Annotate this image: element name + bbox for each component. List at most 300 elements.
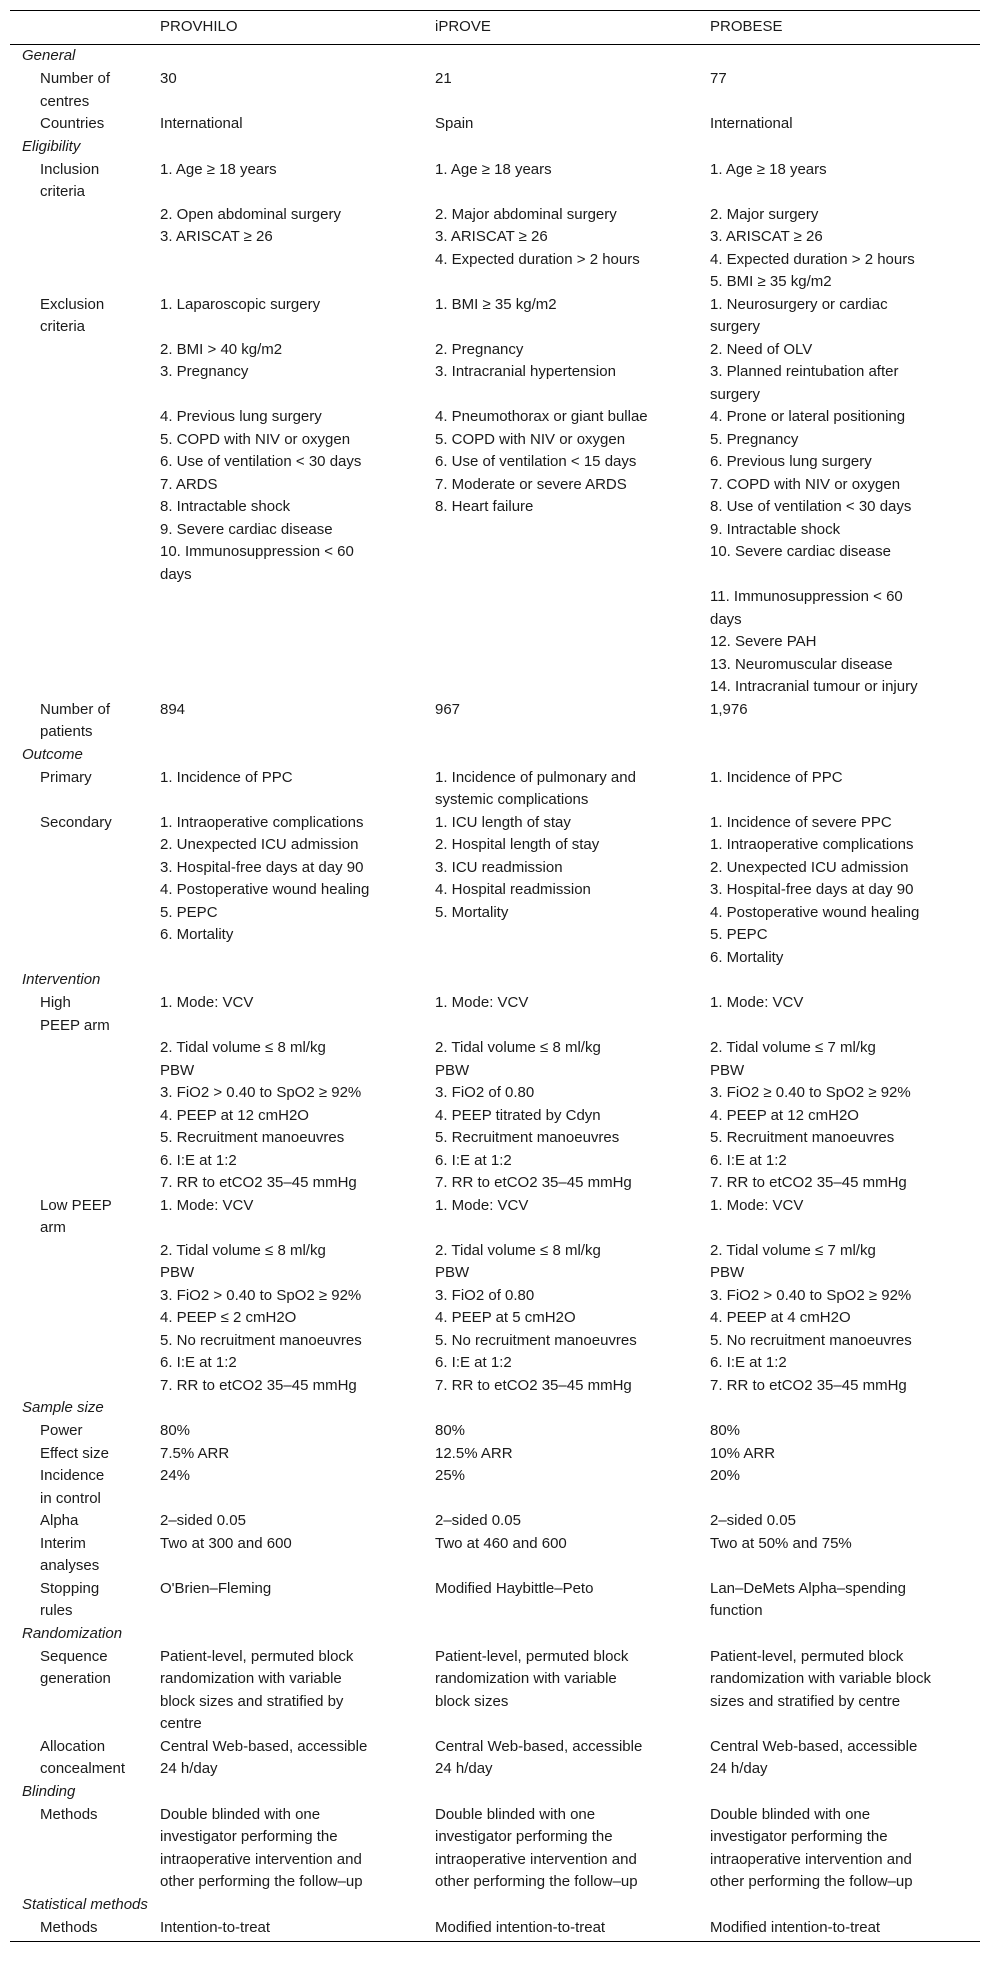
cell-line [160, 316, 400, 339]
cell-line: 6. Mortality [160, 926, 234, 943]
cell-provhilo [160, 1804, 400, 1894]
cell-line: High [40, 994, 71, 1011]
cell-line: Modified intention-to-treat [710, 1918, 881, 1936]
cell-line: other performing the follow–up [710, 1873, 913, 1890]
cell-line: Sequence [40, 1647, 108, 1665]
cell-iprove [435, 1533, 675, 1556]
row-statistical-methods [10, 1917, 980, 1940]
cell-line: Low PEEP [40, 1196, 112, 1214]
cell-provhilo [160, 1578, 400, 1601]
cell-line: systemic complications [435, 791, 589, 808]
cell-line: 967 [435, 700, 461, 718]
row-label [40, 1443, 145, 1466]
cell-line: 6. Mortality [710, 948, 784, 966]
cell-line: centre [160, 1715, 202, 1732]
cell-line: investigator performing the [435, 1828, 613, 1845]
cell-line: Effect size [40, 1444, 109, 1462]
cell-provhilo [160, 1420, 400, 1443]
cell-line [710, 1015, 950, 1038]
cell-iprove [435, 1195, 675, 1398]
row-label [40, 1917, 145, 1940]
cell-line: Methods [40, 1918, 98, 1936]
cell-probese [710, 1510, 950, 1533]
section-sample-size: Sample size [22, 1399, 104, 1416]
cell-line: 1. Intraoperative complications [710, 836, 914, 853]
cell-line: 3. Pregnancy [160, 363, 249, 380]
cell-line: 2. Tidal volume ≤ 7 ml/kg [710, 1039, 876, 1056]
cell-probese [710, 1195, 950, 1398]
cell-line: intraoperative intervention and [435, 1850, 637, 1868]
cell-line: in control [40, 1489, 101, 1507]
cell-iprove [435, 68, 675, 91]
cell-line: Number of [40, 70, 111, 87]
row-primary-outcome [10, 767, 980, 812]
cell-line: 1. Incidence of PPC [710, 768, 843, 786]
row-stopping-rules [10, 1578, 980, 1623]
row-power [10, 1420, 980, 1443]
cell-line: 1. Age ≥ 18 years [435, 160, 552, 178]
cell-line: 3. ICU readmission [435, 858, 563, 876]
cell-iprove [435, 812, 675, 925]
cell-line: 4. Postoperative wound healing [160, 881, 370, 898]
cell-line: Lan–DeMets Alpha–spending [710, 1579, 906, 1597]
row-blinding-methods [10, 1804, 980, 1894]
cell-line: 2. BMI > 40 kg/m2 [160, 340, 283, 358]
cell-line: Interim [40, 1534, 86, 1552]
cell-line: Central Web-based, accessible [160, 1737, 368, 1755]
cell-line: Patient-level, permuted block [435, 1647, 629, 1665]
cell-line: 1. Intraoperative complications [160, 813, 364, 831]
cell-probese [710, 1420, 950, 1443]
cell-line: 25% [435, 1467, 466, 1484]
cell-line: 4. Pneumothorax or giant bullae [435, 408, 648, 425]
cell-probese [710, 1804, 950, 1894]
cell-line: 1. Mode: VCV [435, 1196, 529, 1214]
row-label [40, 1736, 145, 1781]
cell-line: arm [40, 1219, 66, 1236]
cell-line: 3. FiO2 > 0.40 to SpO2 ≥ 92% [160, 1084, 362, 1101]
cell-line: centres [40, 92, 90, 110]
cell-probese [710, 767, 950, 790]
cell-line: 2. Tidal volume ≤ 8 ml/kg [160, 1241, 326, 1259]
cell-line: 2. Need of OLV [710, 340, 813, 358]
row-label [40, 1804, 145, 1827]
cell-line: 5. PEPC [160, 903, 218, 921]
cell-line: Spain [435, 115, 474, 132]
cell-line: 1. Mode: VCV [160, 1196, 254, 1214]
cell-line: Modified Haybittle–Peto [435, 1579, 594, 1597]
cell-line: 9. Severe cardiac disease [160, 520, 333, 538]
cell-iprove [435, 159, 675, 272]
cell-line: 5. BMI ≥ 35 kg/m2 [710, 273, 832, 290]
cell-line: 2. Open abdominal surgery [160, 205, 341, 223]
cell-line: intraoperative intervention and [710, 1850, 912, 1868]
cell-line: 10% ARR [710, 1444, 776, 1462]
cell-line: International [710, 115, 793, 132]
cell-line: 1. Mode: VCV [710, 994, 804, 1011]
cell-line: 2. Major abdominal surgery [435, 205, 617, 223]
cell-line: block sizes [435, 1692, 509, 1710]
cell-probese [710, 699, 950, 722]
cell-line: 4. Expected duration > 2 hours [435, 250, 640, 268]
cell-probese [710, 1736, 950, 1781]
cell-line: Allocation [40, 1737, 106, 1755]
cell-line: 6. I:E at 1:2 [710, 1354, 787, 1371]
cell-provhilo [160, 1917, 400, 1940]
cell-line: 5. Pregnancy [710, 430, 799, 448]
row-label [40, 1465, 145, 1510]
cell-line: 4. PEEP at 12 cmH2O [710, 1106, 859, 1124]
cell-line: 3. ARISCAT ≥ 26 [710, 228, 823, 245]
cell-line: 1. Incidence of PPC [160, 768, 293, 786]
row-label [40, 812, 145, 835]
header-iprove: iPROVE [435, 18, 491, 35]
cell-line: 7. RR to etCO2 35–45 mmHg [160, 1376, 357, 1394]
header-provhilo: PROVHILO [160, 18, 238, 35]
cell-iprove [435, 1804, 675, 1894]
cell-line: days [710, 610, 742, 628]
table-bottom-rule [10, 1941, 980, 1942]
row-low-peep-arm [10, 1195, 980, 1398]
cell-line: Secondary [40, 813, 112, 831]
comparison-table [10, 10, 980, 1942]
cell-probese [710, 294, 950, 699]
row-label [40, 992, 145, 1037]
cell-line: 4. Postoperative wound healing [710, 903, 920, 921]
cell-line: PEEP arm [40, 1016, 110, 1034]
cell-line [710, 1217, 950, 1240]
row-label [40, 294, 145, 339]
cell-provhilo [160, 1533, 400, 1556]
cell-line: Patient-level, permuted block [710, 1647, 904, 1665]
cell-line: randomization with variable [435, 1670, 617, 1687]
cell-line: function [710, 1602, 763, 1619]
cell-line: 1. BMI ≥ 35 kg/m2 [435, 295, 557, 313]
cell-line: 24 h/day [710, 1760, 768, 1777]
cell-line: 9. Intractable shock [710, 520, 841, 538]
cell-iprove [435, 767, 675, 812]
cell-line: Patient-level, permuted block [160, 1647, 354, 1665]
cell-probese [710, 992, 950, 1195]
row-label [40, 68, 145, 113]
cell-line: Modified intention-to-treat [435, 1918, 606, 1936]
cell-line [435, 316, 675, 339]
cell-line: 7. RR to etCO2 35–45 mmHg [710, 1376, 907, 1394]
row-high-peep-arm [10, 992, 980, 1195]
cell-iprove [435, 1443, 675, 1466]
cell-provhilo [160, 1646, 400, 1736]
cell-line: 4. Hospital readmission [435, 881, 591, 898]
cell-line: surgery [710, 318, 761, 335]
cell-line: 4. PEEP ≤ 2 cmH2O [160, 1309, 297, 1326]
cell-line: 24 h/day [435, 1760, 493, 1777]
cell-line: 7. ARDS [160, 475, 218, 493]
section-eligibility: Eligibility [22, 137, 81, 155]
cell-line: PBW [435, 1061, 470, 1079]
cell-line [160, 1015, 400, 1038]
row-label [40, 1646, 145, 1691]
cell-line: randomization with variable [160, 1670, 342, 1687]
cell-line: Countries [40, 115, 105, 132]
cell-line: PBW [160, 1061, 195, 1079]
cell-line: Inclusion [40, 160, 100, 178]
cell-probese [710, 159, 950, 294]
cell-line: analyses [40, 1557, 100, 1574]
cell-line: 3. FiO2 of 0.80 [435, 1084, 535, 1101]
cell-line: 30 [160, 70, 177, 87]
cell-line: 4. PEEP at 4 cmH2O [710, 1309, 851, 1326]
cell-line: Stopping [40, 1579, 100, 1597]
cell-provhilo [160, 767, 400, 790]
cell-line: 5. Recruitment manoeuvres [160, 1129, 345, 1146]
cell-line: 8. Use of ventilation < 30 days [710, 498, 912, 515]
row-label [40, 1420, 145, 1443]
cell-line: 2. Tidal volume ≤ 8 ml/kg [435, 1039, 601, 1056]
cell-probese [710, 1465, 950, 1488]
cell-line: Methods [40, 1805, 98, 1823]
row-label [40, 1510, 145, 1533]
cell-line: PBW [710, 1264, 745, 1281]
cell-line: Power [40, 1422, 83, 1439]
cell-line: 7. RR to etCO2 35–45 mmHg [710, 1174, 907, 1191]
cell-line [160, 384, 400, 407]
cell-line: 12. Severe PAH [710, 633, 817, 650]
cell-line: 1. Age ≥ 18 years [160, 160, 277, 178]
cell-line: criteria [40, 183, 86, 200]
row-allocation-concealment [10, 1736, 980, 1781]
cell-line: 1. Incidence of severe PPC [710, 813, 892, 831]
cell-probese [710, 1533, 950, 1556]
cell-probese [710, 1917, 950, 1940]
cell-provhilo [160, 68, 400, 91]
cell-line: 24% [160, 1467, 191, 1484]
cell-line: other performing the follow–up [160, 1873, 363, 1890]
cell-line [160, 181, 400, 204]
cell-line: 6. I:E at 1:2 [435, 1151, 512, 1169]
cell-line: 11. Immunosuppression < 60 [710, 588, 903, 605]
cell-line: 2. Tidal volume ≤ 8 ml/kg [435, 1241, 601, 1259]
cell-line: 12.5% ARR [435, 1444, 513, 1462]
cell-line: 7. Moderate or severe ARDS [435, 475, 627, 493]
cell-line: 2. Tidal volume ≤ 7 ml/kg [710, 1241, 876, 1259]
cell-line: 80% [710, 1422, 741, 1439]
cell-line: 5. No recruitment manoeuvres [435, 1331, 637, 1349]
cell-line [435, 384, 675, 407]
cell-line: 5. Recruitment manoeuvres [435, 1129, 620, 1146]
cell-line: 5. PEPC [710, 926, 768, 943]
cell-line: 2. Pregnancy [435, 340, 524, 358]
cell-iprove [435, 1465, 675, 1488]
cell-line: 6. I:E at 1:2 [160, 1354, 237, 1371]
cell-provhilo [160, 1465, 400, 1488]
cell-line: 7. COPD with NIV or oxygen [710, 475, 901, 493]
cell-line: 1. Mode: VCV [160, 994, 254, 1011]
cell-line: 1. Incidence of pulmonary and [435, 768, 636, 786]
cell-iprove [435, 992, 675, 1195]
cell-iprove [435, 113, 675, 136]
cell-iprove [435, 1578, 675, 1601]
cell-provhilo [160, 1443, 400, 1466]
cell-line: 1. Neurosurgery or cardiac [710, 295, 888, 313]
cell-line: 4. PEEP titrated by Cdyn [435, 1106, 601, 1124]
table-header [10, 10, 980, 45]
row-label [40, 1533, 145, 1578]
cell-line: 3. Planned reintubation after [710, 363, 899, 380]
cell-line: Double blinded with one [710, 1805, 871, 1823]
cell-line: 4. Expected duration > 2 hours [710, 250, 915, 268]
row-sequence-generation [10, 1646, 980, 1736]
cell-line: 21 [435, 70, 452, 87]
cell-iprove [435, 1510, 675, 1533]
cell-iprove [435, 1736, 675, 1781]
cell-line: 3. FiO2 of 0.80 [435, 1286, 535, 1304]
row-exclusion-criteria [10, 294, 980, 699]
cell-line: Central Web-based, accessible [435, 1737, 643, 1755]
cell-line: O'Brien–Fleming [160, 1579, 272, 1597]
cell-line: 13. Neuromuscular disease [710, 655, 893, 673]
cell-line: 2. Hospital length of stay [435, 836, 600, 853]
cell-line: 4. PEEP at 5 cmH2O [435, 1309, 576, 1326]
cell-line: 2. Major surgery [710, 205, 819, 223]
cell-line: 6. I:E at 1:2 [710, 1151, 787, 1169]
cell-line: 8. Heart failure [435, 498, 534, 515]
cell-provhilo [160, 113, 400, 136]
row-label [40, 699, 145, 744]
cell-line: 3. ARISCAT ≥ 26 [160, 228, 273, 245]
cell-line: 2–sided 0.05 [435, 1512, 521, 1529]
cell-provhilo [160, 1736, 400, 1781]
cell-probese [710, 1443, 950, 1466]
cell-line: 6. Use of ventilation < 15 days [435, 453, 637, 470]
cell-provhilo [160, 1195, 400, 1398]
section-statistical-methods: Statistical methods [22, 1895, 148, 1913]
cell-line: Number of [40, 700, 111, 718]
cell-line: International [160, 115, 243, 132]
cell-line: 2. Tidal volume ≤ 8 ml/kg [160, 1039, 326, 1056]
cell-line: 7.5% ARR [160, 1444, 230, 1462]
cell-line: 4. PEEP at 12 cmH2O [160, 1106, 309, 1124]
section-blinding: Blinding [22, 1782, 76, 1800]
cell-line: rules [40, 1602, 73, 1619]
row-label [40, 113, 145, 136]
cell-line: Central Web-based, accessible [710, 1737, 918, 1755]
cell-iprove [435, 1646, 675, 1714]
cell-line: 4. Prone or lateral positioning [710, 408, 906, 425]
cell-line: Alpha [40, 1512, 79, 1529]
cell-probese [710, 1646, 950, 1714]
cell-line: 6. I:E at 1:2 [160, 1151, 237, 1169]
cell-line: 2–sided 0.05 [710, 1512, 796, 1529]
cell-provhilo [160, 159, 400, 249]
cell-line: 5. No recruitment manoeuvres [160, 1331, 362, 1349]
cell-line: 7. RR to etCO2 35–45 mmHg [160, 1174, 357, 1191]
cell-line: 7. RR to etCO2 35–45 mmHg [435, 1174, 632, 1191]
cell-line: 24 h/day [160, 1760, 218, 1777]
cell-line: Double blinded with one [435, 1805, 596, 1823]
cell-line: 80% [435, 1422, 466, 1439]
cell-line: Intention-to-treat [160, 1918, 271, 1936]
cell-probese [710, 68, 950, 91]
cell-line: surgery [710, 385, 761, 403]
cell-line [160, 1217, 400, 1240]
cell-line: 1. ICU length of stay [435, 813, 571, 831]
cell-line: 3. Hospital-free days at day 90 [710, 881, 914, 898]
cell-line: Double blinded with one [160, 1805, 321, 1823]
cell-line: 5. COPD with NIV or oxygen [435, 430, 626, 448]
cell-line: block sizes and stratified by [160, 1692, 344, 1710]
cell-line: PBW [160, 1264, 195, 1281]
cell-line: investigator performing the [160, 1828, 338, 1845]
row-label [40, 159, 145, 204]
cell-line: generation [40, 1670, 111, 1687]
cell-line: 7. RR to etCO2 35–45 mmHg [435, 1376, 632, 1394]
cell-line: 6. I:E at 1:2 [435, 1354, 512, 1371]
row-alpha [10, 1510, 980, 1533]
cell-line: 1. Age ≥ 18 years [710, 160, 827, 178]
cell-provhilo [160, 812, 400, 947]
row-number-of-patients [10, 699, 980, 744]
cell-line: Two at 300 and 600 [160, 1534, 292, 1552]
cell-line: concealment [40, 1760, 126, 1777]
cell-line: 894 [160, 700, 186, 718]
row-number-of-centres [10, 68, 980, 113]
cell-line: 6. Previous lung surgery [710, 453, 872, 470]
cell-line: 77 [710, 70, 727, 87]
cell-line: 3. Hospital-free days at day 90 [160, 858, 364, 876]
section-outcome: Outcome [22, 745, 83, 763]
cell-line: 4. Previous lung surgery [160, 408, 322, 425]
row-interim-analyses [10, 1533, 980, 1578]
row-inclusion-criteria [10, 159, 980, 294]
cell-line [435, 1015, 675, 1038]
cell-line: 2–sided 0.05 [160, 1512, 246, 1529]
cell-line: other performing the follow–up [435, 1873, 638, 1890]
cell-line: patients [40, 723, 93, 740]
cell-line: 80% [160, 1422, 191, 1439]
cell-line: Exclusion [40, 295, 105, 313]
cell-line: 3. FiO2 > 0.40 to SpO2 ≥ 92% [710, 1286, 912, 1304]
section-randomization: Randomization [22, 1624, 123, 1642]
cell-line: 3. FiO2 > 0.40 to SpO2 ≥ 92% [160, 1286, 362, 1304]
cell-line: Two at 460 and 600 [435, 1534, 567, 1552]
section-intervention: Intervention [22, 971, 101, 988]
cell-provhilo [160, 699, 400, 722]
cell-line: Incidence [40, 1467, 105, 1484]
row-effect-size [10, 1443, 980, 1466]
cell-probese [710, 812, 950, 970]
cell-line: days [160, 565, 192, 583]
cell-probese [710, 1578, 950, 1623]
cell-line: 3. Intracranial hypertension [435, 363, 616, 380]
cell-line: PBW [435, 1264, 470, 1281]
cell-line: 3. FiO2 ≥ 0.40 to SpO2 ≥ 92% [710, 1084, 911, 1101]
cell-provhilo [160, 992, 400, 1195]
cell-provhilo [160, 1510, 400, 1533]
cell-line: PBW [710, 1061, 745, 1079]
cell-line: 3. ARISCAT ≥ 26 [435, 228, 548, 245]
cell-line: 10. Immunosuppression < 60 [160, 543, 354, 560]
row-incidence-in-control [10, 1465, 980, 1510]
cell-line [435, 181, 675, 204]
cell-line: 1,976 [710, 700, 748, 718]
cell-line: criteria [40, 318, 86, 335]
cell-line: randomization with variable block [710, 1670, 931, 1687]
row-secondary-outcome [10, 812, 980, 970]
cell-line [710, 564, 950, 587]
cell-line: 1. Mode: VCV [435, 994, 529, 1011]
cell-line: 6. Use of ventilation < 30 days [160, 453, 362, 470]
cell-line: 8. Intractable shock [160, 498, 291, 515]
